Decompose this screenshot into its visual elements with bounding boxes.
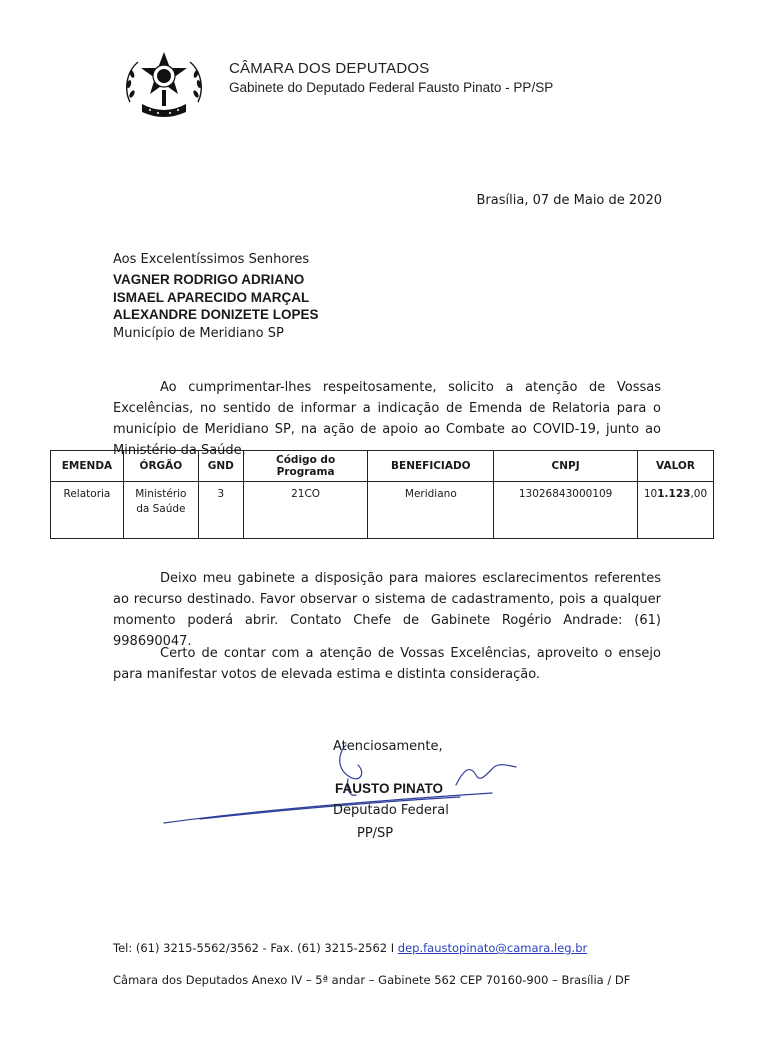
header-gnd: GND xyxy=(198,451,243,482)
header-valor: VALOR xyxy=(637,451,713,482)
cell-orgao-line2: da Saúde xyxy=(136,503,186,515)
table-header-row xyxy=(51,451,714,482)
header-orgao: ÓRGÃO xyxy=(123,451,198,482)
addressee-municipality: Município de Meridiano SP xyxy=(113,326,284,341)
institution-name: CÂMARA DOS DEPUTADOS xyxy=(229,60,430,77)
addressee-name: ALEXANDRE DONIZETE LOPES xyxy=(113,307,319,322)
header-emenda: EMENDA xyxy=(51,451,124,482)
cell-orgao-line1: Ministério xyxy=(135,488,187,500)
brazil-coat-of-arms-icon xyxy=(120,50,208,122)
footer-phone-fax: Tel: (61) 3215-5562/3562 - Fax. (61) 3215-2562 I xyxy=(113,941,398,955)
cell-valor xyxy=(637,482,713,539)
signer-role: Deputado Federal xyxy=(333,803,449,818)
addressee-greeting: Aos Excelentíssimos Senhores xyxy=(113,252,310,267)
cell-cnpj: 13026843000109 xyxy=(494,482,638,539)
signer-name: FAUSTO PINATO xyxy=(335,781,444,796)
addressee-name: ISMAEL APARECIDO MARÇAL xyxy=(113,290,310,305)
addressee-name: VAGNER RODRIGO ADRIANO xyxy=(113,272,305,287)
footer-address: Câmara dos Deputados Anexo IV – 5ª andar – Gabinete 562 CEP 70160-900 – Brasília / DF xyxy=(113,973,631,987)
footer-email-link[interactable]: dep.faustopinato@camara.leg.br xyxy=(397,941,588,955)
header-beneficiado: BENEFICIADO xyxy=(368,451,494,482)
valor-suffix: ,00 xyxy=(690,488,708,500)
closing-paragraph: Certo de contar com a atenção de Vossas Excelências, aproveito o ensejo para manifestar votos de elevada estima e distinta consideração. xyxy=(113,646,661,682)
office-name: Gabinete do Deputado Federal Fausto Pinato - PP/SP xyxy=(229,80,554,95)
table-row xyxy=(51,482,714,539)
intro-paragraph: Ao cumprimentar-lhes respeitosamente, solicito a atenção de Vossas Excelências, no sentido de informar a indicação de Emenda de Relatoria para o município de Meridiano SP, na ação de apoio ao Combate ao COVID-19, junto ao Ministério da Saúde. xyxy=(113,380,661,458)
valor-bold: 1.123 xyxy=(657,488,691,500)
signer-party: PP/SP xyxy=(357,826,394,841)
amendment-table xyxy=(50,450,714,539)
cell-gnd: 3 xyxy=(198,482,243,539)
header-cnpj: CNPJ xyxy=(494,451,638,482)
valor-prefix: 10 xyxy=(643,488,658,500)
cell-orgao xyxy=(123,482,198,539)
cell-codigo: 21CO xyxy=(243,482,368,539)
signoff: Atenciosamente, xyxy=(333,739,443,754)
date-line: Brasília, 07 de Maio de 2020 xyxy=(476,193,662,208)
availability-paragraph: Deixo meu gabinete a disposição para maiores esclarecimentos referentes ao recurso destinado. Favor observar o sistema de cadastramento, pois a qualquer momento poderá abrir. Contato Chefe de Gabinete Rogério Andrade: (61) 998690047. xyxy=(113,571,661,649)
cell-beneficiado: Meridiano xyxy=(368,482,494,539)
cell-emenda: Relatoria xyxy=(51,482,124,539)
footer-contact xyxy=(113,941,587,955)
header-codigo: Código do Programa xyxy=(243,451,368,482)
